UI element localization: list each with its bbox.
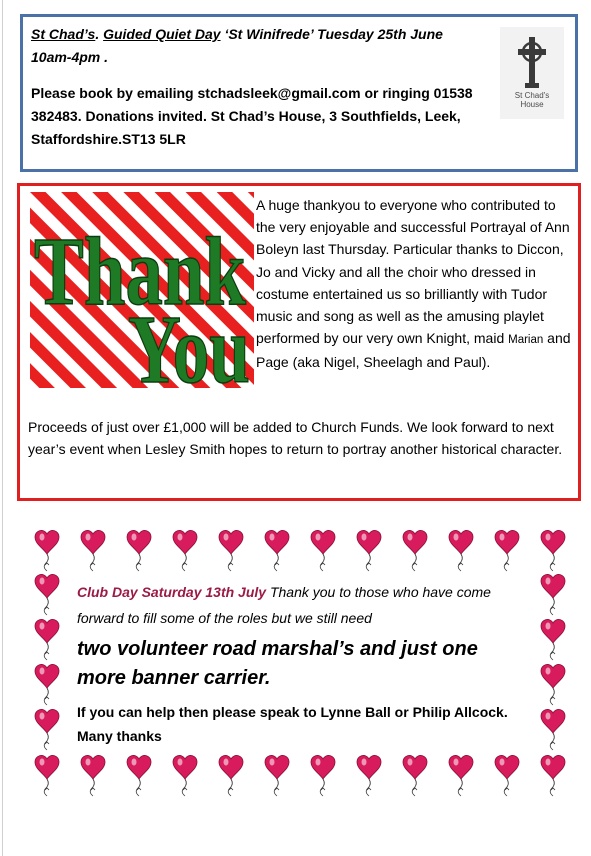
page-edge [2, 0, 3, 856]
you-word: You [128, 296, 250, 404]
heart-balloon-icon [541, 709, 565, 750]
heart-balloon-icon [127, 530, 151, 571]
heart-balloon-icon [173, 530, 197, 571]
thank-you-text: A huge thankyou to everyone who contributed to the very enjoyable and successful Portrayal of Ann Boleyn last Thursday. Particular thanks to Diccon, Jo and Vicky and all the choir who dressed in costume entertained us so brilliantly with Tudor music and song as well as the amusing playlet performed by our very own Knight, maid [256, 197, 570, 347]
thank-you-paragraph [256, 194, 574, 374]
heart-balloon-icon [495, 755, 519, 796]
celtic-cross-icon [514, 33, 550, 89]
quiet-day-details: ‘St Winifrede’ Tuesday 25th June 10am-4pm . [31, 26, 443, 65]
heart-balloon-icon [219, 530, 243, 571]
heart-balloon-icon [35, 755, 59, 796]
heart-balloon-icon [265, 530, 289, 571]
logo-text [500, 91, 564, 109]
logo-line-1: St Chad's [514, 91, 550, 100]
heart-balloon-icon [35, 619, 59, 660]
heart-balloon-icon [357, 530, 381, 571]
thank-word: Thank [34, 218, 247, 326]
club-day-title: Club Day Saturday 13th July [77, 584, 267, 600]
booking-info: Please book by emailing stchadsleek@gmail.com or ringing 01538 382483. Donations invited. St Chad’s House, 3 Southfields, Leek, Staffordshire.ST13 5LR [31, 85, 473, 147]
st-chads-link-text: St Chad’s [31, 26, 96, 42]
logo-line-2: House [520, 100, 544, 109]
thank-you-notice [17, 183, 581, 501]
volunteer-appeal: two volunteer road marshal’s and just one more banner carrier. [77, 638, 478, 689]
club-day-notice [77, 579, 517, 748]
heart-balloon-icon [403, 530, 427, 571]
heart-balloon-icon [541, 574, 565, 615]
heart-balloon-icon [449, 530, 473, 571]
heart-balloon-icon [311, 530, 335, 571]
heart-balloon-icon [81, 530, 105, 571]
heart-balloon-icon [265, 755, 289, 796]
heart-balloon-icon [311, 755, 335, 796]
club-day-intro [77, 579, 517, 631]
thank-you-text-end: and Page (aka Nigel, Sheelagh and Paul). [256, 330, 571, 371]
heart-balloon-icon [81, 755, 105, 796]
heart-balloon-icon [173, 755, 197, 796]
heart-balloon-icon [219, 755, 243, 796]
heart-balloon-icon [449, 755, 473, 796]
st-chads-house-logo [500, 27, 564, 119]
thank-you-image [30, 192, 254, 404]
heart-balloon-icon [541, 530, 565, 571]
heart-balloon-icon [541, 619, 565, 660]
maid-name: Marian [508, 334, 544, 347]
heart-balloon-icon [35, 709, 59, 750]
heading-separator: . [95, 26, 104, 42]
contact-info: If you can help then please speak to Lynne Ball or Philip Allcock. Many thanks [77, 704, 508, 744]
quiet-day-notice [20, 14, 578, 172]
quiet-day-heading [31, 23, 471, 69]
heart-balloon-icon [127, 755, 151, 796]
heart-balloon-icon [35, 530, 59, 571]
heart-balloon-icon [541, 664, 565, 705]
heart-balloon-icon [357, 755, 381, 796]
heart-balloon-icon [495, 530, 519, 571]
guided-quiet-day-text: Guided Quiet Day [103, 26, 221, 42]
proceeds-paragraph: Proceeds of just over £1,000 will be added to Church Funds. We look forward to next year’s event when Lesley Smith hopes to return to portray another historical character. [28, 419, 563, 457]
heart-balloon-icon [541, 755, 565, 796]
heart-balloon-icon [403, 755, 427, 796]
heart-balloon-icon [35, 664, 59, 705]
heart-balloon-icon [35, 574, 59, 615]
club-day-thanks: Thank you to those who have come forward to fill some of the roles but we still need [77, 584, 491, 626]
